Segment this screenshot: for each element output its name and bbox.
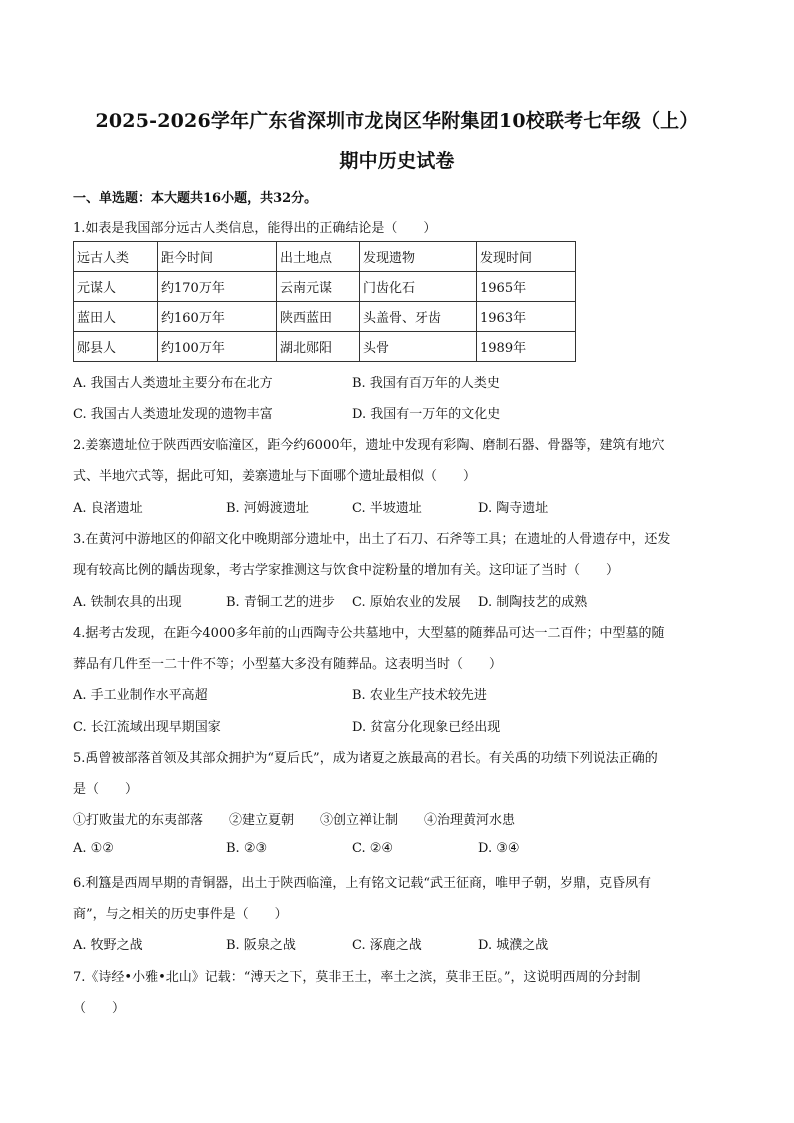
question-2-option-c[interactable]: C. 半坡遗址: [352, 501, 422, 516]
ancient-humans-table: [73, 241, 576, 362]
section-heading: 一、单选题：本大题共16小题，共32分。: [73, 191, 318, 206]
question-4-stem-line1: 4.据考古发现，在距今4000多年前的山西陶寺公共墓地中，大型墓的随葬品可达一二百件；中型墓的随: [73, 626, 665, 641]
question-1-option-d[interactable]: D. 我国有一万年的文化史: [352, 407, 501, 422]
table-cell: 蓝田人: [74, 302, 158, 332]
table-cell: 1989年: [477, 332, 576, 362]
table-cell: 元谋人: [74, 272, 158, 302]
table-header-cell: 发现遗物: [360, 242, 477, 272]
table-header-cell: 发现时间: [477, 242, 576, 272]
question-3-stem-line2: 现有较高比例的龋齿现象，考古学家推测这与饮食中淀粉量的增加有关。这印证了当时（ ）: [73, 563, 620, 578]
table-cell: 陕西蓝田: [277, 302, 360, 332]
question-4-option-c[interactable]: C. 长江流域出现早期国家: [73, 720, 221, 735]
table-cell: 头盖骨、牙齿: [360, 302, 477, 332]
question-6-option-c[interactable]: C. 涿鹿之战: [352, 938, 422, 953]
question-3-stem-line1: 3.在黄河中游地区的仰韶文化中晚期部分遗址中，出土了石刀、石斧等工具；在遗址的人骨遗存中，还发: [73, 532, 671, 547]
question-3-option-c[interactable]: C. 原始农业的发展: [352, 595, 461, 610]
table-cell: 1965年: [477, 272, 576, 302]
question-2-option-d[interactable]: D. 陶寺遗址: [478, 501, 549, 516]
question-5-option-d[interactable]: D. ③④: [478, 841, 520, 856]
question-7-stem-line1: 7.《诗经•小雅•北山》记载：“溥天之下，莫非王土，率土之滨，莫非王臣。”，这说明西周的分封制: [73, 970, 641, 985]
question-5-option-b[interactable]: B. ②③: [226, 841, 268, 856]
question-5-option-a[interactable]: A. ①②: [73, 841, 114, 856]
question-5-statements: ①打败蚩尤的东夷部落 ②建立夏朝 ③创立禅让制 ④治理黄河水患: [73, 813, 516, 828]
question-3-option-d[interactable]: D. 制陶技艺的成熟: [478, 595, 588, 610]
table-header-row: [74, 242, 576, 272]
table-row: [74, 302, 576, 332]
question-5-option-c[interactable]: C. ②④: [352, 841, 394, 856]
table-row: [74, 332, 576, 362]
question-3-option-a[interactable]: A. 铁制农具的出现: [73, 595, 182, 610]
question-5-stem-line2: 是（ ）: [73, 782, 139, 797]
table-header-cell: 出土地点: [277, 242, 360, 272]
table-header-cell: 远古人类: [74, 242, 158, 272]
table-cell: 约160万年: [158, 302, 277, 332]
question-6-option-d[interactable]: D. 城濮之战: [478, 938, 549, 953]
question-2-stem-line1: 2.姜寨遗址位于陕西西安临潼区，距今约6000年，遗址中发现有彩陶、磨制石器、骨器等，建筑有地穴: [73, 438, 665, 453]
question-6-stem-line1: 6.利簋是西周早期的青铜器，出土于陕西临潼，上有铭文记载“武王征商，唯甲子朝，岁鼎，克昏夙有: [73, 876, 652, 891]
table-cell: 约100万年: [158, 332, 277, 362]
question-2-option-a[interactable]: A. 良渚遗址: [73, 501, 143, 516]
table-cell: 云南元谋: [277, 272, 360, 302]
question-2-option-b[interactable]: B. 河姆渡遗址: [226, 501, 309, 516]
table-cell: 1963年: [477, 302, 576, 332]
question-4-option-b[interactable]: B. 农业生产技术较先进: [352, 688, 487, 703]
table-cell: 门齿化石: [360, 272, 477, 302]
exam-title-line1: 2025-2026学年广东省深圳市龙岗区华附集团10校联考七年级（上）: [95, 110, 699, 132]
table-cell: 约170万年: [158, 272, 277, 302]
table-cell: 郧县人: [74, 332, 158, 362]
question-4-stem-line2: 葬品有几件至一二十件不等；小型墓大多没有随葬品。这表明当时（ ）: [73, 657, 503, 672]
question-6-stem-line2: 商”，与之相关的历史事件是（ ）: [73, 907, 288, 922]
question-4-option-d[interactable]: D. 贫富分化现象已经出现: [352, 720, 501, 735]
question-6-option-b[interactable]: B. 阪泉之战: [226, 938, 296, 953]
question-2-stem-line2: 式、半地穴式等，据此可知，姜寨遗址与下面哪个遗址最相似（ ）: [73, 469, 477, 484]
question-7-stem-line2: （ ）: [73, 1001, 126, 1016]
question-4-option-a[interactable]: A. 手工业制作水平高超: [73, 688, 208, 703]
question-6-option-a[interactable]: A. 牧野之战: [73, 938, 143, 953]
question-5-stem-line1: 5.禹曾被部落首领及其部众拥护为“夏后氏”，成为诸夏之族最高的君长。有关禹的功绩下列说法正确的: [73, 751, 658, 766]
table-cell: 头骨: [360, 332, 477, 362]
question-1-option-a[interactable]: A. 我国古人类遗址主要分布在北方: [73, 376, 273, 391]
table-cell: 湖北郧阳: [277, 332, 360, 362]
question-3-option-b[interactable]: B. 青铜工艺的进步: [226, 595, 335, 610]
question-1-stem: 1.如表是我国部分远古人类信息，能得出的正确结论是（ ）: [73, 221, 437, 236]
question-1-option-b[interactable]: B. 我国有百万年的人类史: [352, 376, 500, 391]
table-row: [74, 272, 576, 302]
exam-title-line2: 期中历史试卷: [339, 150, 455, 172]
table-header-cell: 距今时间: [158, 242, 277, 272]
question-1-option-c[interactable]: C. 我国古人类遗址发现的遗物丰富: [73, 407, 273, 422]
